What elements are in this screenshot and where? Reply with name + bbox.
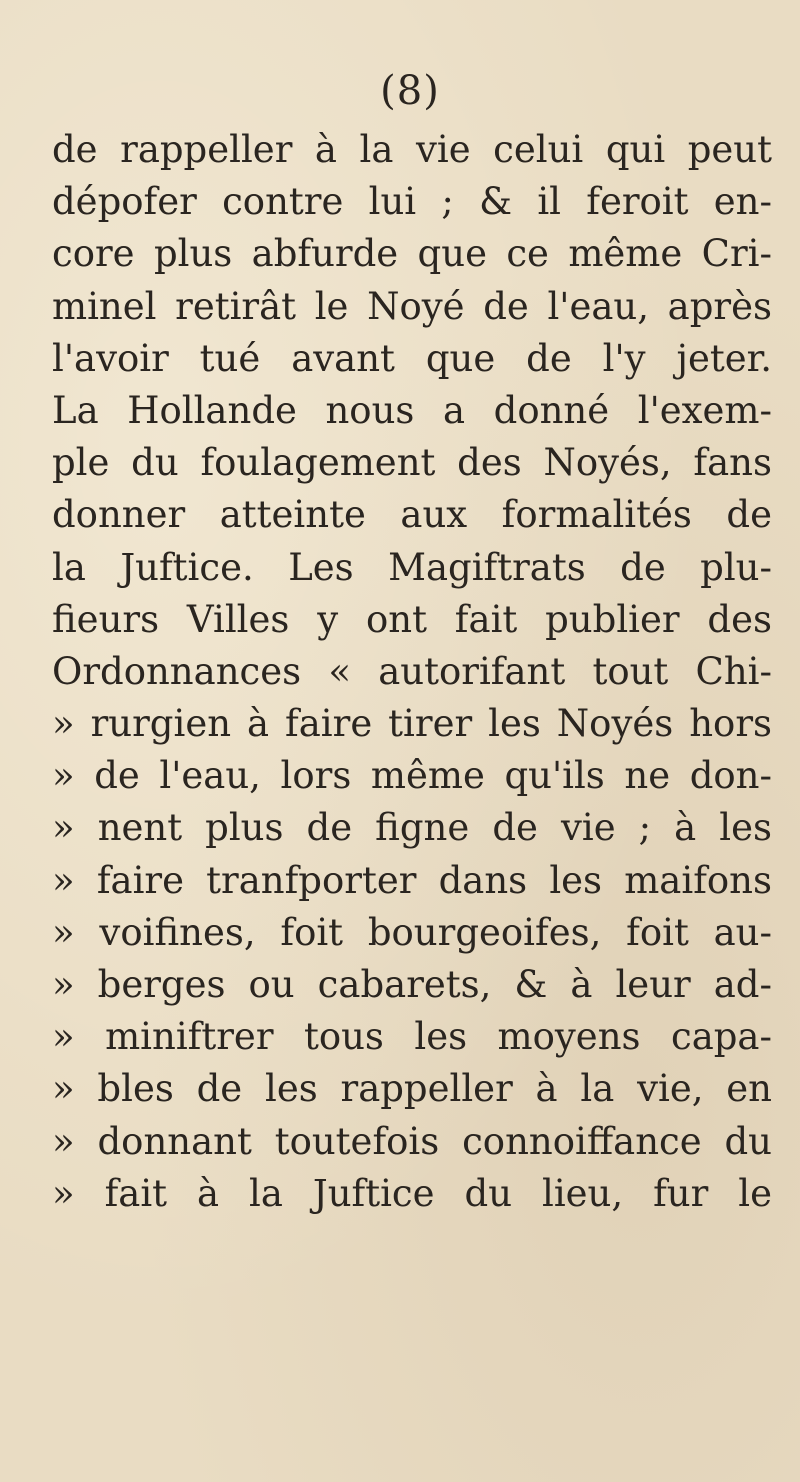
- text-line: de rappeller à la vie celui qui peut: [52, 128, 772, 171]
- page-number: (8): [380, 68, 440, 114]
- quoted-line: » donnant toutefois connoiffance du: [52, 1119, 772, 1163]
- quoted-line: » faire tranfporter dans les maifons: [52, 858, 772, 902]
- quoted-line: » de l'eau, lors même qu'ils ne don-: [52, 754, 772, 798]
- quoted-line: » voifines, foit bourgeoifes, foit au-: [52, 910, 772, 954]
- text-line: minel retirât le Noyé de l'eau, après: [52, 284, 772, 328]
- quoted-line: » berges ou cabarets, & à leur ad-: [52, 963, 772, 1006]
- text-line: ple du foulagement des Noyés, fans: [52, 441, 772, 485]
- quoted-line: » rurgien à faire tirer les Noyés hors: [52, 702, 772, 746]
- text-line: l'avoir tué avant que de l'y jeter.: [52, 336, 772, 380]
- quoted-line: » bles de les rappeller à la vie, en: [52, 1067, 772, 1111]
- quoted-line: » fait à la Juftice du lieu, fur le: [52, 1171, 772, 1215]
- text-line: donner atteinte aux formalités de: [52, 493, 772, 537]
- text-line: Ordonnances « autorifant tout Chi-: [52, 649, 772, 693]
- quoted-line: » miniftrer tous les moyens capa-: [52, 1015, 772, 1059]
- text-line: La Hollande nous a donné l'exem-: [52, 388, 772, 432]
- text-line: dépofer contre lui ; & il feroit en-: [52, 180, 772, 224]
- text-line: core plus abfurde que ce même Cri-: [52, 232, 772, 276]
- text-line: fieurs Villes y ont fait publier des: [52, 597, 772, 641]
- quoted-line: » nent plus de figne de vie ; à les: [52, 806, 772, 850]
- body-text: [52, 124, 772, 1220]
- text-line: la Juftice. Les Magiftrats de plu-: [52, 545, 772, 589]
